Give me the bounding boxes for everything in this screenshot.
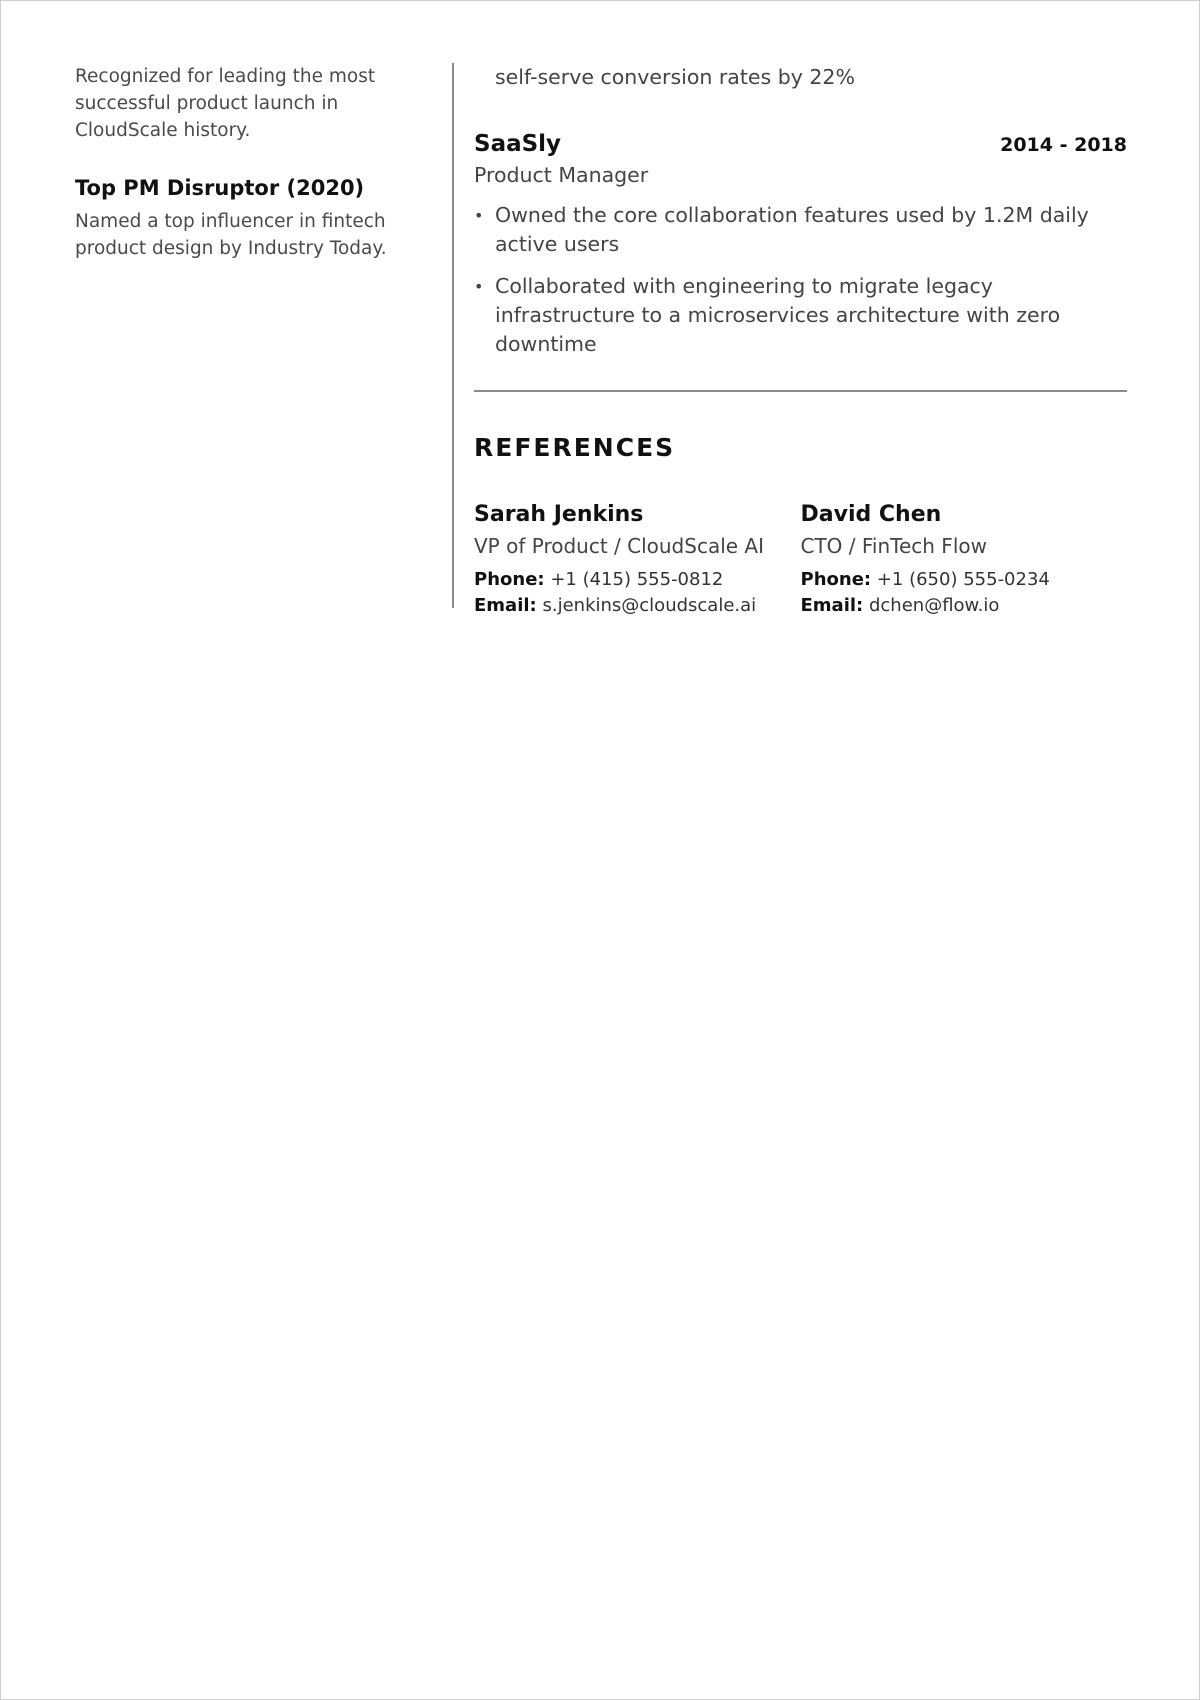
column-divider — [452, 63, 454, 608]
reference-contacts — [801, 567, 1128, 619]
reference-phone — [474, 567, 801, 593]
phone-value: +1 (650) 555-0234 — [876, 569, 1050, 590]
continued-bullet-text: self-serve conversion rates by 22% — [495, 65, 855, 89]
email-value: dchen@flow.io — [868, 595, 1000, 616]
section-divider — [474, 390, 1127, 392]
job-bullets — [474, 201, 1127, 359]
list-item — [474, 201, 1127, 259]
reference-card — [801, 501, 1128, 619]
bullet-icon: • — [474, 277, 484, 296]
references-heading: REFERENCES — [474, 433, 676, 462]
bullet-icon: • — [474, 206, 484, 225]
company-name: SaaSly — [474, 131, 562, 157]
reference-email — [474, 593, 801, 619]
award-description: Recognized for leading the most successful product launch in CloudScale history. — [75, 66, 376, 141]
reference-title: CTO / FinTech Flow — [800, 534, 987, 558]
reference-name: David Chen — [800, 502, 942, 527]
email-value: s.jenkins@cloudscale.ai — [542, 595, 757, 616]
reference-phone — [801, 567, 1128, 593]
references-list — [474, 501, 1127, 619]
phone-label: Phone: — [800, 569, 872, 590]
reference-title: VP of Product / CloudScale AI — [474, 534, 764, 558]
award-title: Top PM Disruptor (2020) — [75, 176, 365, 200]
reference-email — [801, 593, 1128, 619]
job-dates: 2014 - 2018 — [1000, 134, 1127, 156]
reference-contacts — [474, 567, 801, 619]
job-header — [474, 131, 1127, 157]
bullet-text: Owned the core collaboration features used by 1.2M daily active users — [495, 203, 1089, 256]
reference-card — [474, 501, 801, 619]
bullet-text: Collaborated with engineering to migrate legacy infrastructure to a microservices architecture with zero downtime — [495, 274, 1061, 356]
award-description: Named a top influencer in fintech product design by Industry Today. — [75, 211, 387, 259]
email-label: Email: — [800, 595, 864, 616]
right-column — [474, 63, 1127, 619]
left-column — [75, 63, 431, 262]
phone-label: Phone: — [474, 569, 545, 590]
reference-name: Sarah Jenkins — [474, 502, 644, 527]
job-role: Product Manager — [474, 163, 649, 187]
phone-value: +1 (415) 555-0812 — [550, 569, 724, 590]
email-label: Email: — [474, 595, 537, 616]
list-item — [474, 272, 1127, 359]
